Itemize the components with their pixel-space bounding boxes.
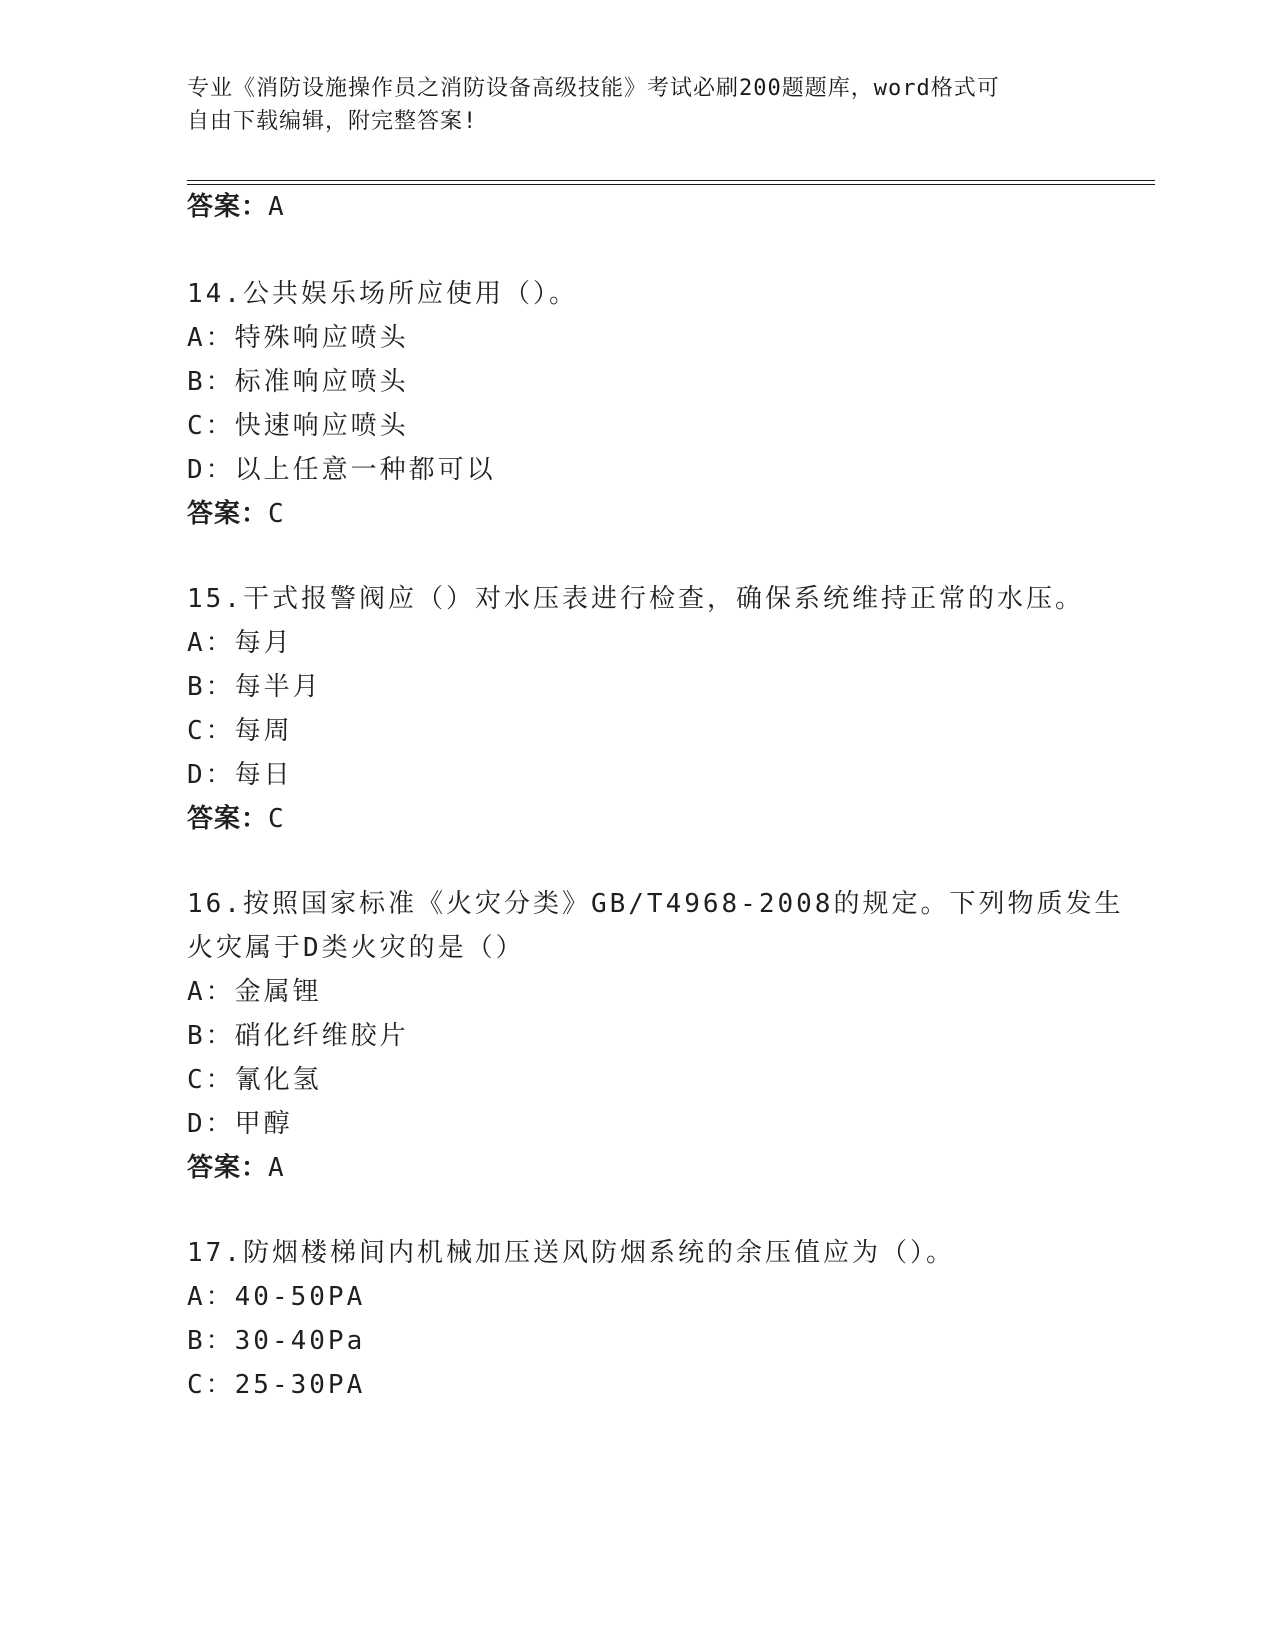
question-14-option-b: B：标准响应喷头 bbox=[187, 367, 409, 397]
question-15-option-d: D：每日 bbox=[187, 760, 293, 790]
question-14-stem: 14.公共娱乐场所应使用（）。 bbox=[187, 279, 578, 309]
question-16-option-a: A：金属锂 bbox=[187, 977, 322, 1007]
question-17-stem: 17.防烟楼梯间内机械加压送风防烟系统的余压值应为（）。 bbox=[187, 1238, 955, 1268]
question-15-option-b: B：每半月 bbox=[187, 672, 322, 702]
answer-label: 答案： bbox=[187, 804, 269, 834]
question-14-option-d: D：以上任意一种都可以 bbox=[187, 455, 496, 485]
question-16-option-d: D：甲醇 bbox=[187, 1109, 293, 1139]
question-15-option-c: C：每周 bbox=[187, 716, 293, 746]
header-line-2: 自由下载编辑，附完整答案! bbox=[187, 109, 478, 134]
question-16-option-c: C：氰化氢 bbox=[187, 1065, 322, 1095]
answer-label: 答案： bbox=[187, 192, 269, 222]
question-16-answer bbox=[187, 1151, 285, 1185]
answer-value: A bbox=[268, 192, 285, 222]
document-header bbox=[187, 72, 1067, 138]
question-17-option-c: C：25-30PA bbox=[187, 1370, 366, 1400]
answer-label: 答案： bbox=[187, 499, 269, 529]
question-15-answer bbox=[187, 802, 285, 836]
question-17-option-b: B：30-40Pa bbox=[187, 1326, 366, 1356]
question-17-option-a: A：40-50PA bbox=[187, 1282, 366, 1312]
question-14-option-a: A：特殊响应喷头 bbox=[187, 323, 409, 353]
question-14-answer bbox=[187, 497, 285, 531]
question-15-option-a: A：每月 bbox=[187, 628, 293, 658]
answer-value: A bbox=[268, 1153, 285, 1183]
answer-value: C bbox=[268, 499, 285, 529]
header-divider-top bbox=[187, 180, 1155, 181]
question-15-stem: 15.干式报警阀应（）对水压表进行检查，确保系统维持正常的水压。 bbox=[187, 584, 1084, 614]
question-16-stem-line-1: 16.按照国家标准《火灾分类》GB/T4968-2008的规定。下列物质发生 bbox=[187, 889, 1124, 919]
header-line-1: 专业《消防设施操作员之消防设备高级技能》考试必刷200题题库，word格式可 bbox=[187, 76, 1000, 101]
question-16-stem-line-2: 火灾属于D类火灾的是（） bbox=[187, 933, 525, 963]
question-14-option-c: C：快速响应喷头 bbox=[187, 411, 409, 441]
answer-value: C bbox=[268, 804, 285, 834]
question-16-option-b: B：硝化纤维胶片 bbox=[187, 1021, 409, 1051]
header-divider-bottom bbox=[187, 184, 1155, 185]
previous-answer bbox=[187, 190, 285, 224]
answer-label: 答案： bbox=[187, 1153, 269, 1183]
